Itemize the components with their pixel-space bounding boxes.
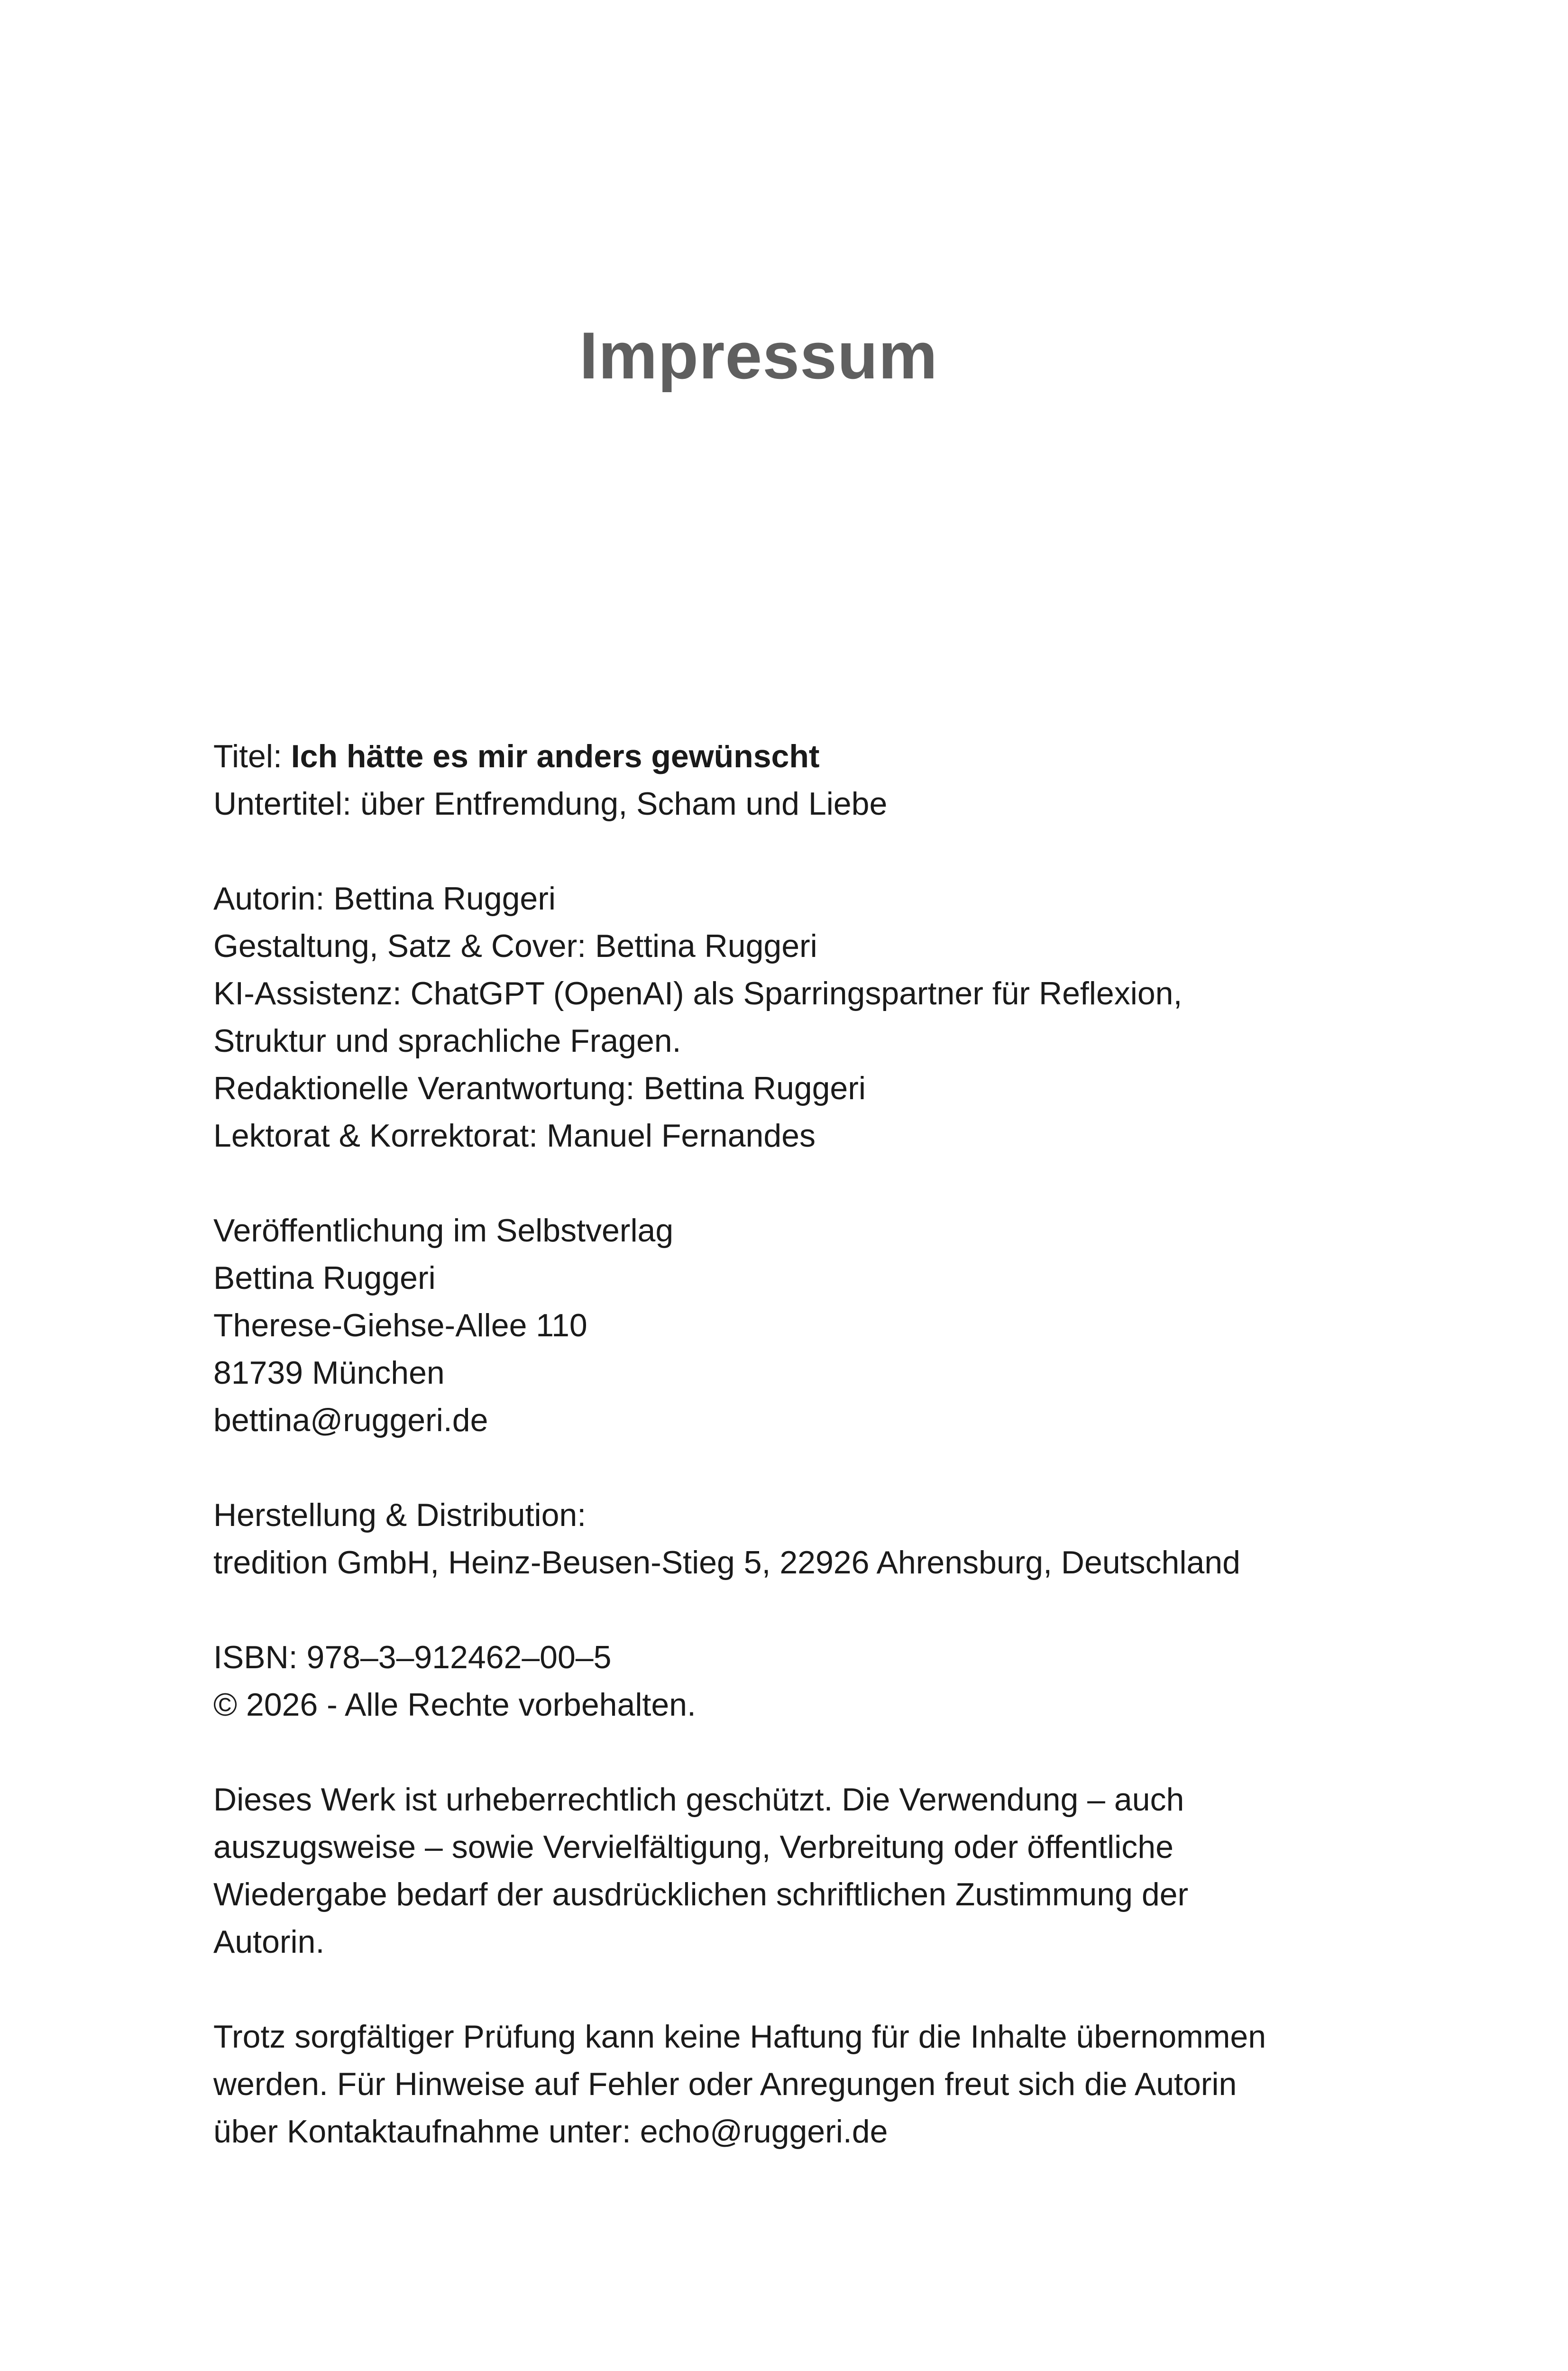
disclaimer-block [213, 2013, 1351, 2155]
disclaimer-line: Trotz sorgfältiger Prüfung kann keine Haftung für die Inhalte übernommen [213, 2019, 1266, 2055]
copyright-notice-block [213, 1776, 1351, 1966]
copyright-notice-line: Dieses Werk ist urheberrechtlich geschützt. Die Verwendung – auch [213, 1782, 1184, 1818]
disclaimer-line: über Kontaktaufnahme unter: echo@ruggeri.de [213, 2114, 888, 2150]
credit-ai-assistance-cont: Struktur und sprachliche Fragen. [213, 1023, 681, 1059]
page-title: Impressum [579, 318, 938, 393]
copyright-line: © 2026 - Alle Rechte vorbehalten. [213, 1687, 696, 1723]
copyright-notice-line: auszugsweise – sowie Vervielfältigung, Verbreitung oder öffentliche [213, 1829, 1174, 1865]
publisher-email: bettina@ruggeri.de [213, 1402, 488, 1438]
credit-ai-assistance: KI-Assistenz: ChatGPT (OpenAI) als Sparringspartner für Reflexion, [213, 975, 1183, 1011]
copyright-notice-line: Wiedergabe bedarf der ausdrücklichen schriftlichen Zustimmung der [213, 1876, 1189, 1912]
distribution-address: tredition GmbH, Heinz-Beusen-Stieg 5, 22926 Ahrensburg, Deutschland [213, 1544, 1240, 1581]
publisher-city: 81739 München [213, 1355, 445, 1391]
imprint-content [213, 733, 1351, 2203]
credit-proofreading: Lektorat & Korrektorat: Manuel Fernandes [213, 1118, 816, 1154]
isbn-line: ISBN: 978–3–912462–00–5 [213, 1639, 612, 1675]
title-line [213, 733, 1351, 780]
credits-block [213, 875, 1351, 1159]
credit-editorial: Redaktionelle Verantwortung: Bettina Ruggeri [213, 1070, 866, 1106]
subtitle-line: Untertitel: über Entfremdung, Scham und Liebe [213, 786, 888, 822]
book-info-block [213, 733, 1351, 827]
title-label: Titel: [213, 738, 282, 774]
distribution-block [213, 1491, 1351, 1586]
publisher-name: Bettina Ruggeri [213, 1260, 436, 1296]
isbn-block [213, 1634, 1351, 1728]
publisher-street: Therese-Giehse-Allee 110 [213, 1307, 587, 1343]
copyright-notice-line: Autorin. [213, 1924, 325, 1960]
credit-author: Autorin: Bettina Ruggeri [213, 881, 556, 917]
disclaimer-line: werden. Für Hinweise auf Fehler oder Anregungen freut sich die Autorin [213, 2066, 1237, 2102]
distribution-label: Herstellung & Distribution: [213, 1497, 587, 1533]
credit-design: Gestaltung, Satz & Cover: Bettina Ruggeri [213, 928, 817, 964]
publisher-type: Veröffentlichung im Selbstverlag [213, 1213, 674, 1249]
book-title: Ich hätte es mir anders gewünscht [291, 738, 820, 774]
publisher-block [213, 1207, 1351, 1444]
